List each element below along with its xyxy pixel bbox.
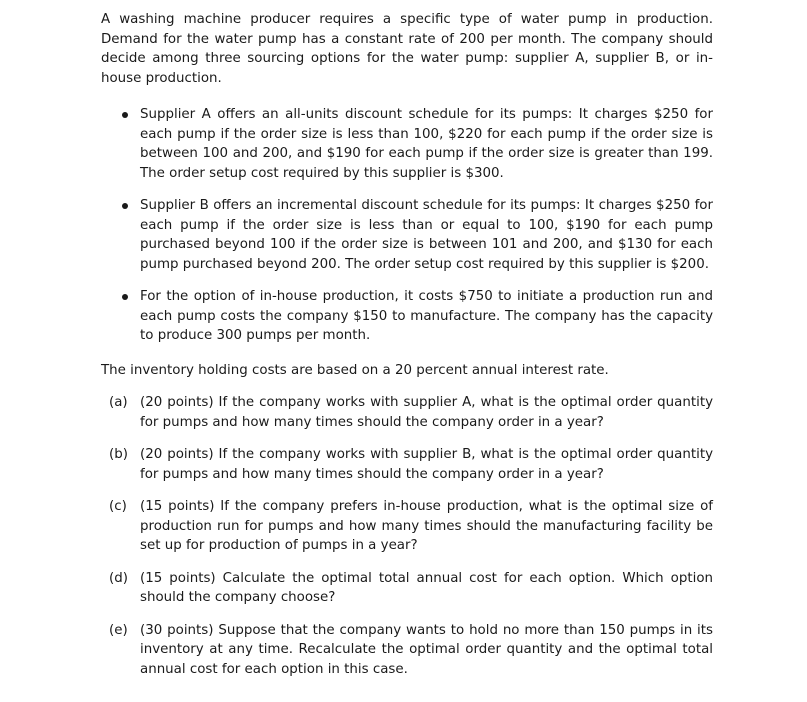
option-text: Supplier B offers an incremental discount schedule for its pumps: It charges $250 for each pump if the order size is less than or equal to 100, $190 for each pump purchased beyond 100 if the order size is between 101 and 200, and $130 for each pump purchased beyond 200. The order setup cost required by this supplier is $200. [140,198,713,272]
option-supplier-b [101,196,713,274]
bullet-icon [122,294,128,300]
question-label: (c) [109,499,127,514]
question-text: (20 points) If the company works with supplier B, what is the optimal order quantity for pumps and how many times should the company order in a year? [140,447,713,482]
question-label: (b) [109,447,128,462]
question-e [101,621,713,680]
question-text: (20 points) If the company works with supplier A, what is the optimal order quantity for pumps and how many times should the company order in a year? [140,395,713,430]
question-text: (15 points) If the company prefers in-house production, what is the optimal size of production run for pumps and how many times should the manufacturing facility be set up for production of pumps in a year? [140,499,713,553]
intro-paragraph: A washing machine producer requires a specific type of water pump in production. Demand for the water pump has a constant rate of 200 per month. The company should decide among three sourcing options for the water pump: supplier A, supplier B, or in-house production. [101,12,713,86]
question-text: (15 points) Calculate the optimal total annual cost for each option. Which option should the company choose? [140,570,713,605]
sourcing-options-list [101,105,713,346]
holding-cost-note: The inventory holding costs are based on a 20 percent annual interest rate. [101,362,609,378]
bullet-icon [122,203,128,209]
question-label: (a) [109,395,128,410]
question-label: (e) [109,622,128,638]
option-supplier-a [101,105,713,183]
question-b [101,445,713,484]
problem-document [101,10,713,692]
question-label: (d) [109,570,128,586]
option-text: For the option of in-house production, it costs $750 to initiate a production run and each pump costs the company $150 to manufacture. The company has the capacity to produce 300 pumps per month. [140,289,713,343]
question-d [101,569,713,608]
question-a [101,393,713,432]
bullet-icon [122,112,128,118]
option-in-house [101,287,713,346]
questions-list [101,393,713,679]
option-text: Supplier A offers an all-units discount schedule for its pumps: It charges $250 for each pump if the order size is less than 100, $220 for each pump if the order size is between 100 and 200, and $190 for each pump if the order size is greater than 199. The order setup cost required by this supplier is $300. [140,107,713,181]
question-c [101,497,713,556]
question-text: (30 points) Suppose that the company wants to hold no more than 150 pumps in its inventory at any time. Recalculate the optimal order quantity and the optimal total annual cost for each option in this case. [140,622,713,677]
